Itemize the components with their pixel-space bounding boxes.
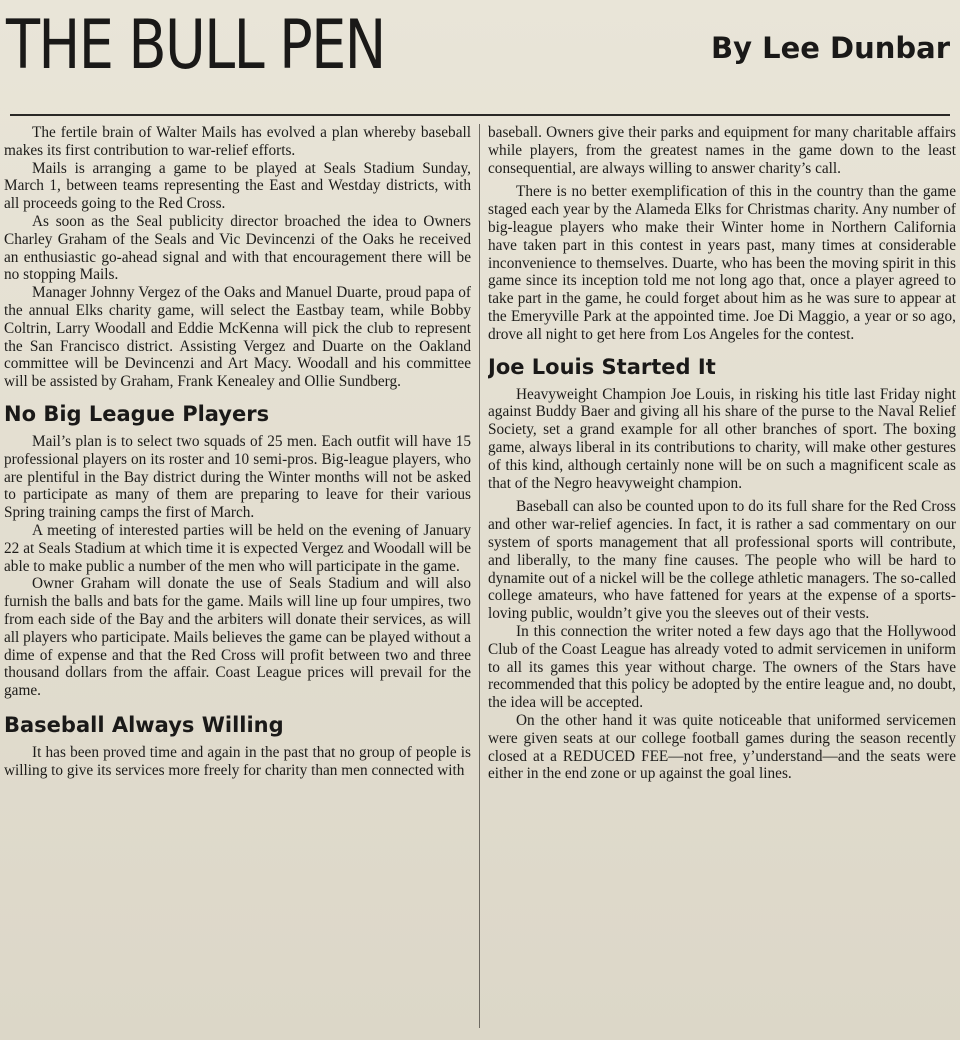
subheading-joe-louis-started-it: Joe Louis Started It — [488, 354, 716, 379]
paragraph: It has been proved time and again in the past that no group of people is willing to give its services more freely for charity than men connected with — [4, 743, 471, 779]
paragraph: On the other hand it was quite noticeable that uniformed servicemen were given seats at our college football games during the season recently closed at a REDUCED FEE—not free, y’understand—and the seats were either in the end zone or up against the goal lines. — [488, 711, 956, 783]
paragraph: The fertile brain of Walter Mails has evolved a plan whereby baseball makes its first contribution to war-relief efforts. — [4, 124, 471, 159]
paragraph: As soon as the Seal publicity director broached the idea to Owners Charley Graham of the Seals and Vic Devincenzi of the Oaks he received an enthusiastic go-ahead signal and with that encouragement there will be no stopping Mails. — [4, 212, 471, 284]
left-column — [4, 124, 471, 1032]
paragraph: Mails is arranging a game to be played at Seals Stadium Sunday, March 1, between teams representing the East and Westday districts, with all proceeds going to the Red Cross. — [4, 159, 471, 213]
paragraph: Mail’s plan is to select two squads of 25 men. Each outfit will have 15 professional players on its roster and 10 semi-pros. Big-league players, who are plentiful in the Bay district during the Winter months will not be asked to participate as many of them are preparing to leave for their various Spring training camps the first of March. — [4, 432, 471, 522]
byline: By Lee Dunbar — [710, 31, 950, 65]
column-divider — [479, 124, 480, 1028]
paragraph: Heavyweight Champion Joe Louis, in risking his title last Friday night against Buddy Baer and giving all his share of the purse to the Naval Relief Society, set a grand example for all other branches of sport. The boxing game, always liberal in its contributions to charity, will make other gestures of this kind, although certainly none will be on such a magnificent scale as that of the Negro heavyweight champion. — [488, 385, 956, 492]
paragraph: baseball. Owners give their parks and equipment for many charitable affairs while players, from the greatest names in the game down to the least consequential, are always willing to answer charity’s call. — [488, 124, 956, 177]
subheading-no-big-league-players: No Big League Players — [4, 401, 270, 426]
paragraph: Manager Johnny Vergez of the Oaks and Manuel Duarte, proud papa of the annual Elks charity game, will select the Eastbay team, while Bobby Coltrin, Larry Woodall and Eddie McKenna will pick the club to represent the San Francisco district. Assisting Vergez and Duarte on the Oakland committee will be Devincenzi and Art Macy. Woodall and his committee will be assisted by Graham, Frank Kenealey and Ollie Sundberg. — [4, 284, 471, 391]
paragraph: Baseball can also be counted upon to do its full share for the Red Cross and other war-relief agencies. In fact, it is rather a sad commentary on our system of sports management that all professional sports will contribute, and liberally, to the many fine causes. The people who will be hard to dynamite out of a nickel will be the college athletic managers. The so-called college amateurs, who have fattened for years at the expense of a sports-loving public, wouldn’t give you the sleeves out of their vests. — [488, 498, 956, 623]
paragraph: In this connection the writer noted a few days ago that the Hollywood Club of the Coast League has already voted to admit servicemen in uniform to all its games this year without charge. The owners of the Stars have recommended that this policy be adopted by the entire league and, no doubt, the idea will be accepted. — [488, 622, 956, 712]
subheading-baseball-always-willing: Baseball Always Willing — [4, 712, 284, 737]
right-column — [488, 124, 956, 1032]
paragraph: There is no better exemplification of this in the country than the game staged each year by the Alameda Elks for Christmas charity. Any number of big-league players who make their Winter home in Northern California have taken part in this contest in years past, many times at considerable inconvenience to themselves. Duarte, who has been the moving spirit in this game since its inception told me not long ago that, once a player agreed to take part in the game, he could forget about him as he was sure to appear at the Emeryville Park at the appointed time. Joe Di Maggio, a year or so ago, drove all night to get here from Los Angeles for the contest. — [488, 183, 956, 343]
column-title: THE BULL PEN — [6, 6, 385, 85]
paragraph: A meeting of interested parties will be held on the evening of January 22 at Seals Stadium at which time it is expected Vergez and Woodall will be able to make public a number of the men who will participate in the game. — [4, 521, 471, 575]
paragraph: Owner Graham will donate the use of Seals Stadium and will also furnish the balls and bats for the game. Mails will line up four umpires, two from each side of the Bay and the arbiters will donate their services, as will all players who participate. Mails believes the game can be played without a dime of expense and that the Red Cross will profit between two and three thousand dollars from the affair. Coast League prices will prevail for the game. — [4, 575, 471, 700]
header-rule — [10, 114, 950, 116]
